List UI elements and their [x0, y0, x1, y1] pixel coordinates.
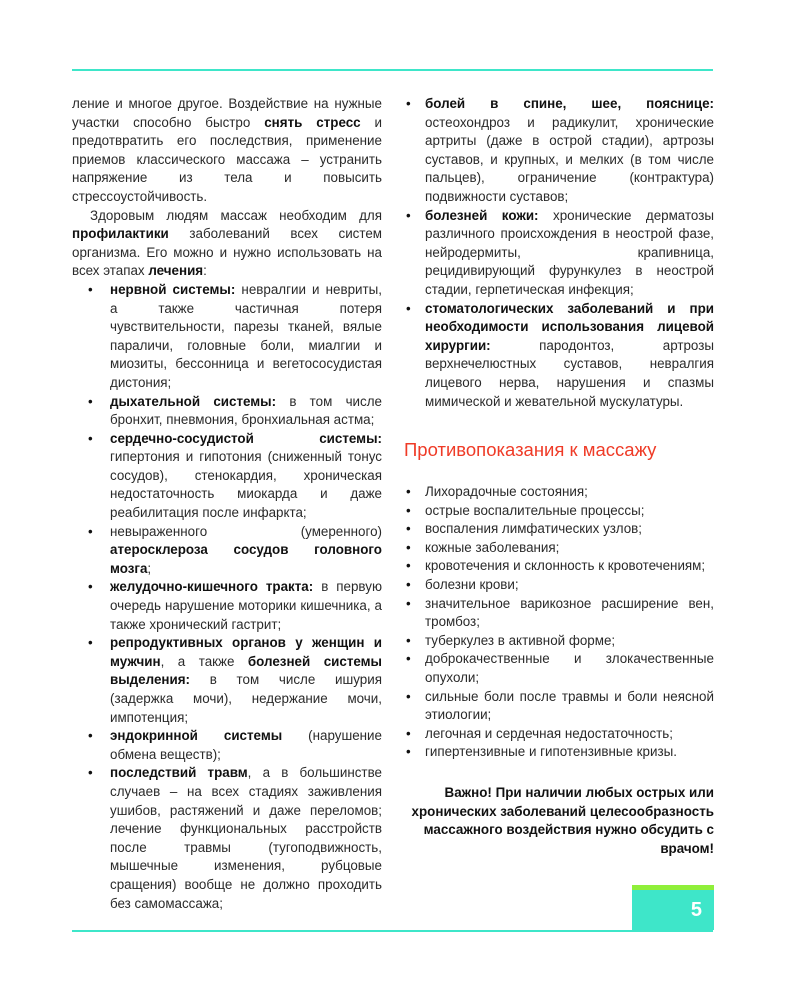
- list-item: • Лихорадочные состояния;: [404, 483, 714, 502]
- treatment-list-left: [72, 281, 382, 913]
- contraindications-list: [404, 483, 714, 762]
- bottom-rule: [72, 930, 713, 932]
- top-rule: [72, 69, 713, 71]
- list-item: • воспаления лимфатических узлов;: [404, 520, 714, 539]
- list-item: • болей в спине, шее, пояснице: остеохондроз и радикулит, хронические артриты (даже в острой стадии), артрозы суставов, и крупных, и мелких (в том числе пальцев), ограничение (контрактура) подвижности суставов;: [404, 95, 714, 207]
- list-item: • значительное варикозное расширение вен, тромбоз;: [404, 595, 714, 632]
- intro-paragraph: ление и многое другое. Воздействие на нужные участки способно быстро снять стресс и предотвратить его последствия, применение приемов классического массажа – устранить напряжение из тела и повысить стрессоустойчивость.: [72, 96, 382, 204]
- list-item: • острые воспалительные процессы;: [404, 502, 714, 521]
- list-item: • легочная и сердечная недостаточность;: [404, 725, 714, 744]
- treatment-list-right: [404, 95, 714, 411]
- list-item: • невыраженного (умеренного) атеросклероза сосудов головного мозга;: [72, 523, 382, 579]
- list-item: • туберкулез в активной форме;: [404, 632, 714, 651]
- list-item: • кожные заболевания;: [404, 539, 714, 558]
- page-number: 5: [632, 890, 714, 930]
- right-column: [404, 95, 714, 858]
- list-item: • болезней кожи: хронические дерматозы различного происхождения в неострой фазе, нейродермиты, крапивница, рецидивирующий фурункулез в неострой стадии, герпетическая инфекция;: [404, 207, 714, 300]
- list-item: • эндокринной системы (нарушение обмена веществ);: [72, 727, 382, 764]
- list-item: • желудочно-кишечного тракта: в первую очередь нарушение моторики кишечника, а также хронический гастрит;: [72, 578, 382, 634]
- list-item: • нервной системы: невралгии и невриты, а также частичная потеря чувствительности, парезы тканей, вялые параличи, головные боли, миалгии и миозиты, бессонница и вегетососудистая дистония;: [72, 281, 382, 393]
- list-item: • стоматологических заболеваний и при необходимости использования лицевой хирургии: пародонтоз, артрозы верхнечелюстных суставов, невралгия лицевого нерва, нарушения и спазмы мимической и жевательной мускулатуры.: [404, 300, 714, 412]
- list-item: • последствий травм, а в большинстве случаев – на всех стадиях заживления ушибов, растяжений и даже переломов; лечение функциональных расстройств после травмы (тугоподвижность, мышечные изменения, рубцовые сращения) вообще не должно проходить без самомассажа;: [72, 764, 382, 913]
- list-item: • доброкачественные и злокачественные опухоли;: [404, 650, 714, 687]
- list-item: • дыхательной системы: в том числе бронхит, пневмония, бронхиальная астма;: [72, 393, 382, 430]
- list-item: • болезни крови;: [404, 576, 714, 595]
- contraindications-heading: Противопоказания к массажу: [404, 439, 657, 461]
- important-note: Важно! При наличии любых острых или хронических заболеваний целесообразность массажного воздействия нужно обсудить с врачом!: [411, 785, 714, 856]
- list-item: • сердечно-сосудистой системы: гипертония и гипотония (сниженный тонус сосудов), стенокардия, хроническая недостаточность миокарда и даже реабилитация после инфаркта;: [72, 430, 382, 523]
- list-item: • кровотечения и склонность к кровотечениям;: [404, 557, 714, 576]
- list-item: • репродуктивных органов у женщин и мужчин, а также болезней системы выделения: в том числе ишурия (задержка мочи), недержание мочи, импотенция;: [72, 634, 382, 727]
- prophylaxis-paragraph: Здоровым людям массаж необходим для профилактики заболеваний всех систем организма. Его можно и нужно использовать на всех этапах лечения:: [72, 207, 382, 279]
- list-item: • гипертензивные и гипотензивные кризы.: [404, 743, 714, 762]
- left-column: [72, 95, 382, 913]
- list-item: • сильные боли после травмы и боли неясной этиологии;: [404, 688, 714, 725]
